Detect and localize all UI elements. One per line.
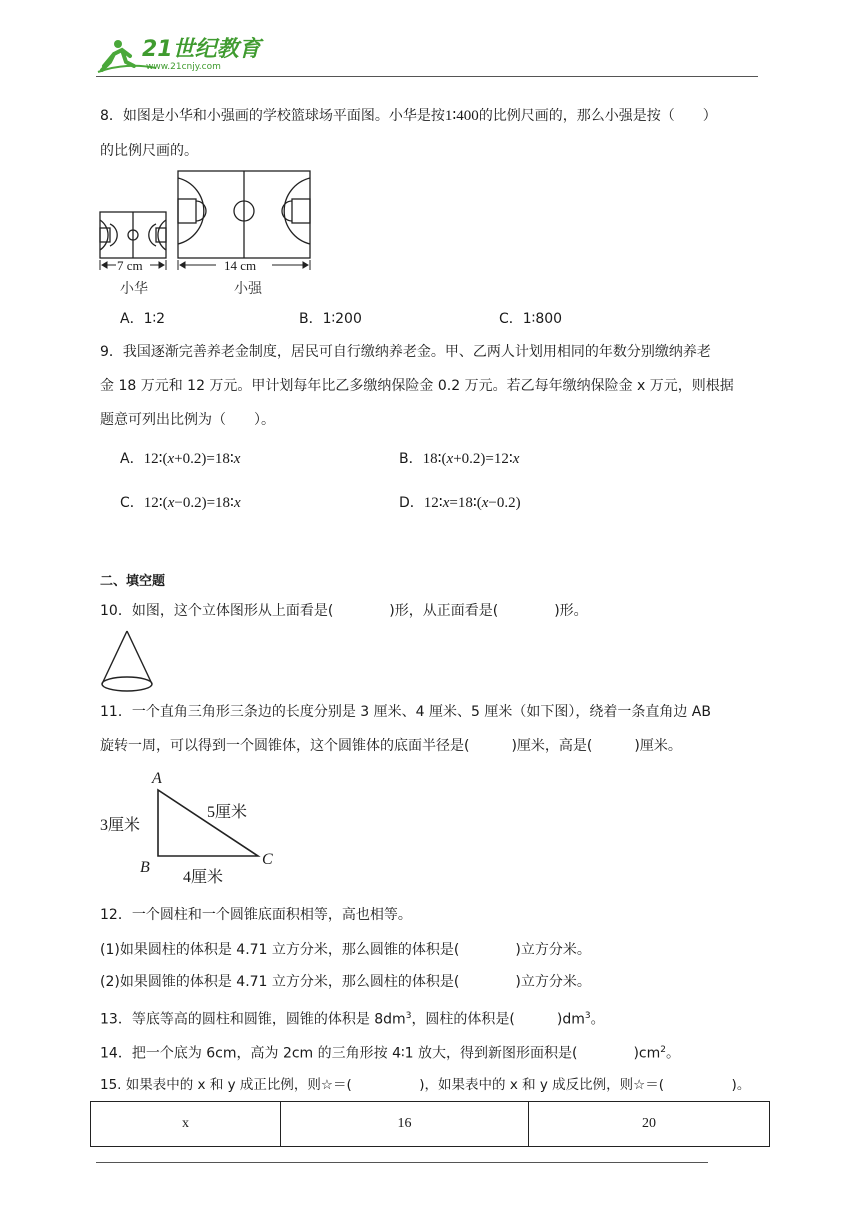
cone-icon xyxy=(98,628,158,694)
q9-line3: 题意可列出比例为（ ）。 xyxy=(100,412,275,428)
q11-triangle-figure xyxy=(150,788,262,864)
q9-option-b[interactable]: B．18∶(x+0.2)=12∶x xyxy=(399,451,520,467)
brand-name: 21世纪教育 xyxy=(142,37,261,62)
q8-line2: 的比例尺画的。 xyxy=(100,143,198,159)
q9-line1: 9．我国逐渐完善养老金制度，居民可自行缴纳养老金。甲、乙两人计划用相同的年数分别缴纳养老 xyxy=(100,344,711,360)
section-fill-in-title: 二、填空题 xyxy=(100,574,166,589)
q10-cone-figure xyxy=(98,628,158,698)
brand-url: www.21cnjy.com xyxy=(146,62,221,72)
q8-large-court-name: 小强 xyxy=(234,281,262,297)
q11-side-ac: 5厘米 xyxy=(207,804,248,821)
table-cell: 16 xyxy=(281,1102,529,1147)
q14-text: 14．把一个底为 6cm，高为 2cm 的三角形按 4∶1 放大，得到新图形面积是( )$cm^2$。 xyxy=(100,1045,680,1062)
q15-text: 15. 如果表中的 x 和 y 成正比例，则☆＝( )，如果表中的 x 和 y 成反比例，则☆＝( )。 xyxy=(100,1077,751,1093)
q12-line1: 12．一个圆柱和一个圆锥底面积相等，高也相等。 xyxy=(100,907,412,923)
q11-line1: 11．一个直角三角形三条边的长度分别是 3 厘米、4 厘米、5 厘米（如下图），绕着一条直角边 AB xyxy=(100,704,711,720)
q15-table xyxy=(90,1101,770,1147)
table-row xyxy=(91,1102,770,1147)
q11-line2: 旋转一周，可以得到一个圆锥体，这个圆锥体的底面半径是( )厘米，高是( )厘米。 xyxy=(100,738,682,754)
q11-vertex-a: A xyxy=(152,770,162,787)
q12-line2: (1)如果圆柱的体积是 4.71 立方分米，那么圆锥的体积是( )立方分米。 xyxy=(100,942,591,958)
q9-option-c[interactable]: C．12∶(x−0.2)=18∶x xyxy=(120,495,241,511)
footer-divider xyxy=(96,1162,708,1163)
q11-vertex-c: C xyxy=(262,851,273,868)
q8-small-width-label: 7 cm xyxy=(117,258,143,273)
q8-large-width-label: 14 cm xyxy=(224,258,257,273)
q12-line3: (2)如果圆锥的体积是 4.71 立方分米，那么圆柱的体积是( )立方分米。 xyxy=(100,974,591,990)
header-divider xyxy=(96,76,758,77)
q10-text: 10．如图，这个立体图形从上面看是( )形，从正面看是( )形。 xyxy=(100,603,588,619)
q8-option-a[interactable]: A．1∶2 xyxy=(120,311,166,327)
q8-option-c[interactable]: C．1∶800 xyxy=(499,311,563,327)
table-cell: 20 xyxy=(529,1102,770,1147)
q9-line2: 金 18 万元和 12 万元。甲计划每年比乙多缴纳保险金 0.2 万元。若乙每年缴纳保险金 x 万元，则根据 xyxy=(100,378,734,394)
q8-line1: 8．如图是小华和小强画的学校篮球场平面图。小华是按1∶400的比例尺画的，那么小强是按（ ） xyxy=(100,108,717,124)
q9-option-d[interactable]: D．12∶x=18∶(x−0.2) xyxy=(399,495,521,511)
right-triangle-icon xyxy=(150,788,262,860)
q8-small-court-name: 小华 xyxy=(120,281,148,297)
q11-side-bc: 4厘米 xyxy=(183,869,224,886)
q13-text: 13．等底等高的圆柱和圆锥，圆锥的体积是 $8dm^3$，圆柱的体积是( )$dm^3$。 xyxy=(100,1011,605,1028)
q11-vertex-b: B xyxy=(140,859,150,876)
q8-option-b[interactable]: B．1∶200 xyxy=(299,311,362,327)
table-cell: x xyxy=(91,1102,281,1147)
q9-option-a[interactable]: A．12∶(x+0.2)=18∶x xyxy=(120,451,241,467)
q11-side-ab: 3厘米 xyxy=(100,817,141,834)
